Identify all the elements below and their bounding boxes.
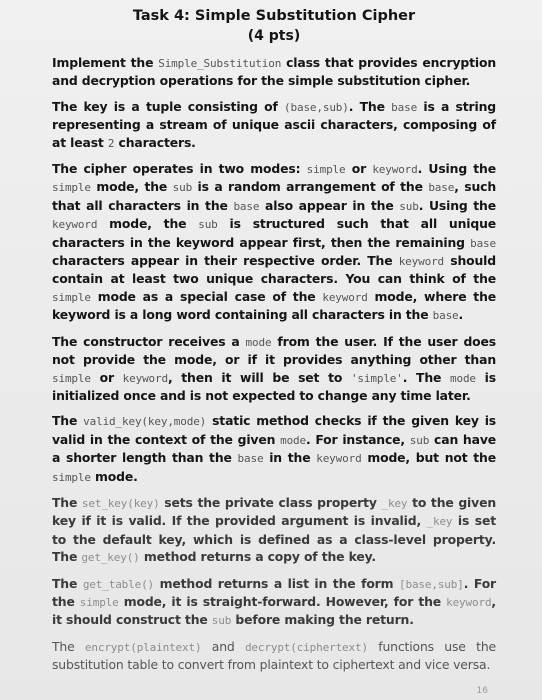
paragraph-text: . The: [402, 369, 451, 385]
paragraph-text: class that provides encryption and decryption operations for the simple substitution cipher.: [52, 55, 496, 89]
paragraph-text: characters.: [114, 134, 196, 150]
inline-code: 'simple': [350, 371, 403, 385]
paragraph-text: can have a shorter length than the: [52, 431, 496, 466]
paragraph-text: is a string representing a stream of unique ascii characters, composing of at least: [52, 98, 496, 150]
inline-code: 2: [107, 136, 115, 150]
paragraph-text: The key is a tuple consisting of: [52, 98, 285, 114]
inline-code: keyword: [372, 163, 418, 177]
paragraph-text: is structured such that all unique characters in the keyword appear first, then the remaining: [52, 216, 496, 250]
paragraph-text: . Using the: [418, 197, 496, 213]
paragraph-text: method returns a list in the form: [154, 575, 399, 591]
paragraph-text: also appear in the: [259, 197, 400, 213]
inline-code: encrypt(plaintext): [84, 640, 202, 654]
paragraph-text: characters appear in their respective order. The: [52, 253, 399, 269]
paragraph: [52, 160, 496, 325]
paragraph-text: mode, but not the: [361, 450, 496, 466]
paragraph-text: mode, where the keyword is a long word containing all characters in the: [52, 288, 496, 323]
inline-code: (base,sub): [284, 100, 349, 114]
inline-code: Simple_Substitution: [158, 57, 282, 70]
paragraph-text: , then it will be set to: [167, 369, 351, 385]
inline-code: base: [470, 236, 496, 250]
paragraph-text: , such that all characters in the: [52, 179, 497, 213]
paragraph-text: is a random arrangement of the: [192, 179, 429, 195]
paragraph: [52, 575, 496, 630]
paragraph-text: The: [52, 413, 84, 429]
paragraph-text: The: [52, 638, 85, 654]
task-points: (4 pts): [247, 28, 301, 44]
task-title: Task 4: Simple Substitution Cipher: [132, 8, 416, 24]
paragraph-text: mode, the: [90, 179, 173, 195]
inline-code: keyword: [52, 218, 98, 232]
inline-code: base: [233, 199, 260, 213]
paragraph-text: The: [52, 575, 83, 591]
paragraph-text: mode, it is straight-forward. However, for the: [118, 593, 447, 609]
paragraph-text: , it should construct the: [52, 593, 496, 628]
paragraph-text: The cipher operates in two modes:: [52, 161, 307, 177]
paragraph: [52, 54, 496, 90]
paragraph-text: . Using the: [417, 161, 496, 177]
paragraph-text: Implement the: [52, 55, 159, 70]
inline-code: decrypt(ciphertext): [244, 640, 368, 654]
paragraph-text: static method checks if the given key is valid in the context of the given: [52, 413, 497, 447]
inline-code: get_key(): [81, 551, 140, 565]
paragraph-text: The constructor receives a: [52, 333, 246, 349]
paragraph-text: . For the: [52, 575, 497, 609]
paragraph: [52, 98, 496, 152]
inline-code: simple: [52, 470, 91, 484]
inline-code: [base,sub]: [399, 577, 464, 591]
inline-code: valid_key(key,mode): [83, 415, 207, 429]
inline-code: simple: [306, 163, 346, 177]
paragraph-text: from the user. If the user does not provide the mode, or if it provides anything other than: [52, 333, 496, 368]
inline-code: simple: [79, 595, 119, 609]
paragraph-text: method returns a copy of the key.: [139, 549, 376, 565]
paragraph-text: is initialized once and is not expected to change any time later.: [52, 369, 496, 403]
paragraph-text: should contain at least two unique characters. You can think of the: [52, 253, 496, 287]
inline-code: sub: [172, 181, 193, 195]
paragraph-text: is set to the default key, which is defined as a class-level property. The: [52, 513, 496, 565]
inline-code: sub: [211, 614, 232, 628]
page-number: 16: [476, 686, 488, 696]
inline-code: mode: [450, 371, 476, 385]
paragraph: [52, 494, 496, 567]
paragraph-text: in the: [263, 450, 317, 466]
paragraph-text: and: [201, 638, 245, 654]
paragraph-text: mode as a special case of the: [90, 288, 323, 304]
inline-code: sub: [399, 199, 419, 213]
inline-code: _key: [381, 496, 408, 510]
paragraph-text: functions use the substitution table to convert from plaintext to ciphertext and vice versa.: [52, 638, 496, 673]
inline-code: _key: [426, 515, 453, 529]
inline-code: simple: [52, 290, 91, 304]
paragraph: [52, 333, 496, 405]
paragraph-text: sets the private class property: [159, 494, 382, 510]
inline-code: base: [432, 309, 459, 323]
paragraph-text: or: [90, 369, 123, 385]
document-body: [52, 54, 496, 674]
inline-code: base: [391, 100, 418, 114]
inline-code: mode: [245, 335, 272, 349]
inline-code: simple: [52, 181, 91, 195]
inline-code: keyword: [446, 595, 492, 609]
inline-code: base: [428, 181, 455, 195]
paragraph-text: The: [52, 494, 82, 510]
inline-code: sub: [198, 218, 218, 232]
inline-code: base: [237, 452, 264, 466]
paragraph-text: .: [458, 307, 464, 323]
inline-code: simple: [52, 371, 91, 385]
paragraph-text: before making the return.: [231, 612, 414, 628]
inline-code: sub: [409, 433, 430, 447]
paragraph-text: to the given key if it is valid. If the provided argument is invalid,: [52, 494, 496, 529]
paragraph-text: mode.: [90, 468, 138, 484]
paragraph-text: mode, the: [97, 216, 199, 232]
inline-code: keyword: [122, 371, 168, 385]
inline-code: get_table(): [82, 577, 155, 591]
paragraph-text: . The: [348, 98, 392, 114]
inline-code: set_key(key): [81, 496, 160, 510]
paragraph: [52, 412, 496, 486]
paragraph: [52, 638, 496, 674]
paragraph-text: or: [345, 161, 373, 177]
inline-code: keyword: [316, 452, 362, 466]
inline-code: keyword: [322, 290, 368, 304]
inline-code: mode: [280, 433, 306, 447]
paragraph-text: . For instance,: [305, 431, 410, 447]
inline-code: keyword: [398, 255, 445, 269]
